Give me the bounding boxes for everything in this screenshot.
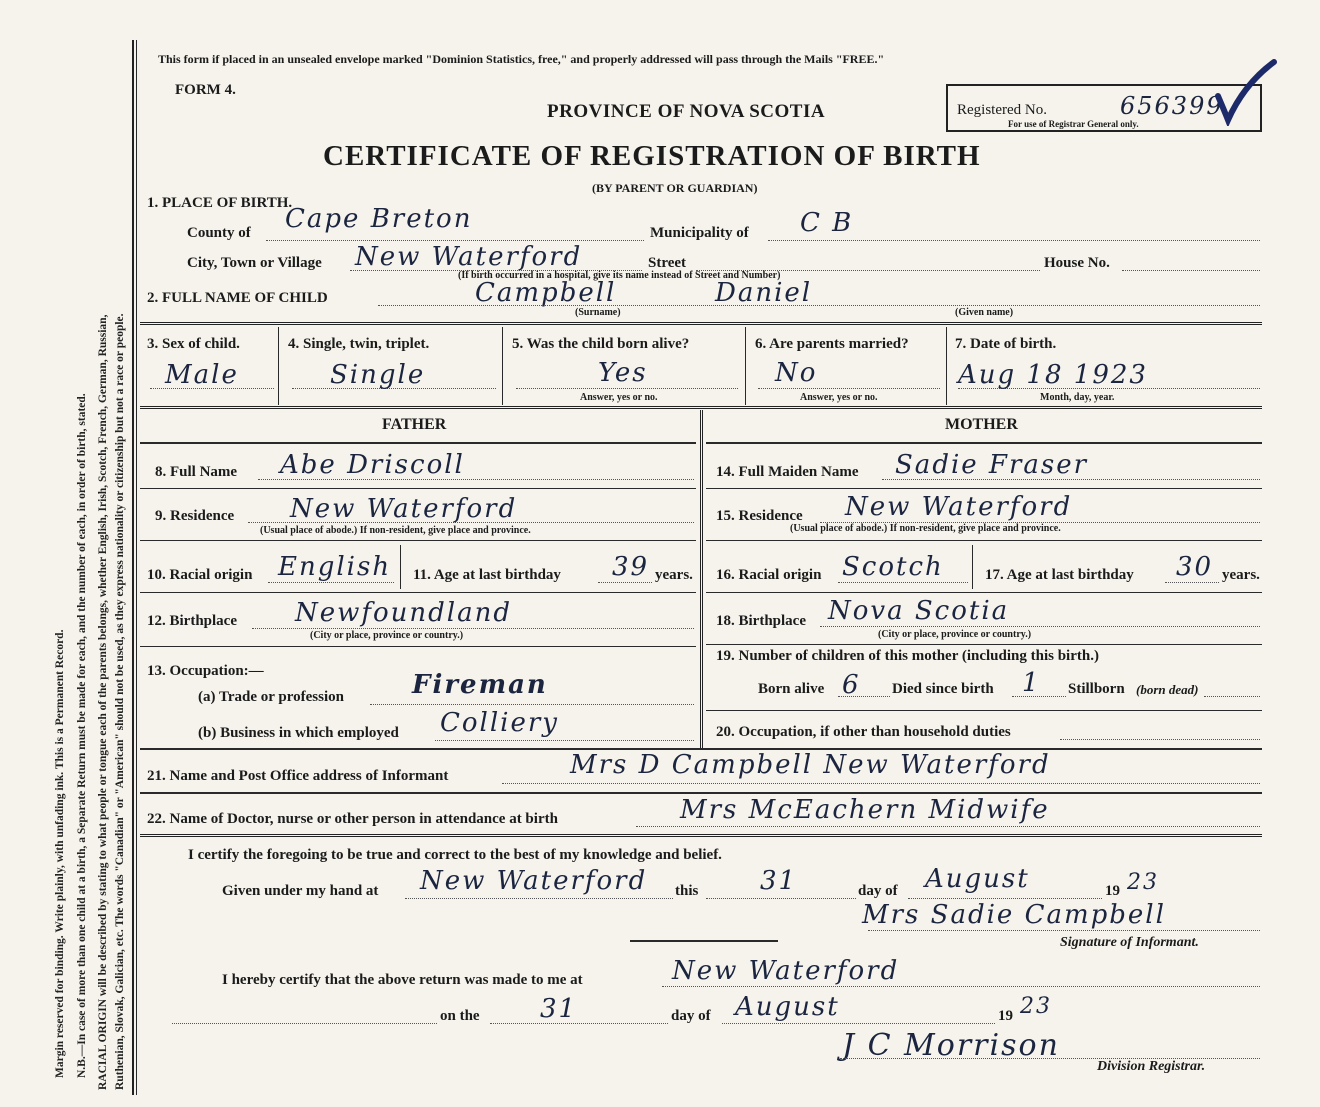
father-residence-caption: (Usual place of abode.) If non-resident, give place and province.: [260, 525, 531, 536]
father-birthplace-value: Newfoundland: [295, 598, 513, 628]
certificate-title: CERTIFICATE OF REGISTRATION OF BIRTH: [323, 140, 981, 172]
parents-married-label: 6. Are parents married?: [755, 336, 909, 352]
died-since-birth-value: 1: [1022, 668, 1041, 698]
given-place-value: New Waterford: [420, 866, 648, 896]
informant-value: Mrs D Campbell New Waterford: [570, 750, 1051, 780]
mother-birthplace-value: Nova Scotia: [828, 596, 1010, 626]
trade-value: Fireman: [412, 670, 548, 700]
municipality-label: Municipality of: [650, 225, 749, 241]
place-of-birth-label: 1. PLACE OF BIRTH.: [147, 195, 293, 211]
mother-racial-value: Scotch: [842, 552, 944, 582]
stillborn-note: (born dead): [1136, 682, 1199, 697]
day-of-label: day of: [858, 883, 898, 899]
registrar-year-suffix: 23: [1020, 994, 1052, 1019]
mother-birthplace-label: 18. Birthplace: [716, 613, 806, 629]
province-title: PROVINCE OF NOVA SCOTIA: [547, 101, 826, 122]
father-name-label: 8. Full Name: [155, 464, 238, 480]
year-prefix: 19: [1105, 883, 1120, 899]
registrar-statement: I hereby certify that the above return was made to me at: [222, 972, 583, 988]
date-of-birth-caption: Month, day, year.: [1040, 392, 1115, 403]
trade-label: (a) Trade or profession: [198, 689, 344, 705]
registrar-day-of-label: day of: [671, 1008, 711, 1024]
mother-residence-caption: (Usual place of abode.) If non-resident, give place and province.: [790, 523, 1061, 534]
mother-name-value: Sadie Fraser: [895, 450, 1089, 480]
margin-rule-inner: [136, 40, 137, 1095]
born-alive-count-value: 6: [842, 670, 861, 700]
date-of-birth-label: 7. Date of birth.: [955, 336, 1057, 352]
county-value: Cape Breton: [285, 204, 473, 234]
died-since-birth-label: Died since birth: [892, 681, 994, 697]
mail-notice: This form if placed in an unsealed envelope marked "Dominion Statistics, free," and properly addressed will pass through the Mails "FREE.": [158, 52, 885, 66]
father-birthplace-label: 12. Birthplace: [147, 613, 237, 629]
registrar-place-value: New Waterford: [672, 956, 900, 986]
father-age-unit: years.: [655, 567, 693, 583]
mother-residence-value: New Waterford: [845, 492, 1073, 522]
born-alive-value: Yes: [598, 358, 648, 388]
stillborn-label: Stillborn: [1068, 681, 1125, 697]
on-the-label: on the: [440, 1008, 480, 1024]
mother-age-value: 30: [1176, 552, 1214, 582]
child-given-value: Daniel: [715, 278, 813, 308]
city-label: City, Town or Village: [187, 255, 322, 271]
mother-age-label: 17. Age at last birthday: [985, 567, 1134, 583]
form-number: FORM 4.: [175, 82, 236, 98]
child-name-label: 2. FULL NAME OF CHILD: [147, 290, 328, 306]
margin-nb-note: N.B.—In case of more than one child at a birth, a Separate Return must be made for each, and the number of each, in order of birth, stated.: [76, 393, 88, 1078]
mother-heading: MOTHER: [945, 416, 1018, 433]
child-surname-value: Campbell: [475, 278, 617, 308]
sex-value: Male: [165, 360, 239, 390]
registrar-day-value: 31: [540, 994, 578, 1024]
street-label: Street: [648, 255, 687, 271]
given-name-caption: (Given name): [955, 307, 1014, 318]
born-alive-count-label: Born alive: [758, 681, 825, 697]
city-value: New Waterford: [355, 242, 583, 272]
plurality-value: Single: [330, 360, 426, 390]
surname-caption: (Surname): [575, 307, 621, 318]
registrar-signature: J C Morrison: [842, 1028, 1060, 1063]
registrar-caption: Division Registrar.: [1097, 1059, 1206, 1074]
this-label: this: [675, 883, 699, 899]
informant-label: 21. Name and Post Office address of Informant: [147, 768, 449, 784]
mother-name-label: 14. Full Maiden Name: [716, 464, 859, 480]
parents-married-caption: Answer, yes or no.: [800, 392, 878, 403]
margin-binding-note: Margin reserved for binding. Write plainly, with unfading ink. This is a Permanent Record.: [54, 629, 66, 1078]
year-suffix: 23: [1127, 870, 1159, 895]
county-label: County of: [187, 225, 251, 241]
mother-racial-label: 16. Racial origin: [716, 567, 822, 583]
sex-label: 3. Sex of child.: [147, 336, 240, 352]
mother-age-unit: years.: [1222, 567, 1260, 583]
informant-signature: Mrs Sadie Campbell: [862, 900, 1166, 930]
day-value: 31: [760, 866, 798, 896]
father-birthplace-caption: (City or place, province or country.): [310, 630, 464, 641]
business-label: (b) Business in which employed: [198, 725, 399, 741]
check-mark-icon: [1210, 56, 1280, 126]
mother-occupation-label: 20. Occupation, if other than household duties: [716, 724, 1011, 740]
certificate-subtitle: (BY PARENT OR GUARDIAN): [592, 181, 758, 195]
father-residence-label: 9. Residence: [155, 508, 235, 524]
registered-value: 656399: [1120, 92, 1224, 120]
father-residence-value: New Waterford: [290, 494, 518, 524]
business-value: Colliery: [440, 708, 559, 738]
informant-signature-caption: Signature of Informant.: [1060, 935, 1199, 950]
registrar-year-prefix: 19: [998, 1008, 1013, 1024]
born-alive-label: 5. Was the child born alive?: [512, 336, 690, 352]
father-age-value: 39: [612, 552, 650, 582]
hospital-note: (If birth occurred in a hospital, give its name instead of Street and Number): [458, 270, 781, 281]
margin-racial-note: RACIAL ORIGIN will be described by stating to what people or tongue each of the parents belongs, whether English, Irish, Scotch, French, German, Russian,: [97, 314, 109, 1090]
month-value: August: [925, 864, 1030, 894]
father-occupation-label: 13. Occupation:—: [147, 663, 264, 679]
children-count-label: 19. Number of children of this mother (including this birth.): [716, 648, 1099, 664]
registrar-note: For use of Registrar General only.: [1008, 119, 1139, 129]
margin-racial-note-2: Ruthenian, Slovak, Galician, etc. The words "Canadian" or "American" should not be used, as they express nationality or citizenship but not a race or people.: [114, 313, 126, 1090]
father-name-value: Abe Driscoll: [280, 450, 465, 480]
born-alive-caption: Answer, yes or no.: [580, 392, 658, 403]
parents-married-value: No: [775, 358, 818, 388]
registered-label: Registered No.: [957, 102, 1047, 118]
mother-residence-label: 15. Residence: [716, 508, 803, 524]
margin-rule: [132, 40, 134, 1095]
date-of-birth-value: Aug 18 1923: [958, 360, 1148, 390]
father-heading: FATHER: [382, 416, 447, 433]
father-racial-label: 10. Racial origin: [147, 567, 253, 583]
municipality-value: C B: [800, 208, 854, 238]
doctor-label: 22. Name of Doctor, nurse or other person in attendance at birth: [147, 811, 558, 827]
plurality-label: 4. Single, twin, triplet.: [288, 336, 430, 352]
house-no-label: House No.: [1044, 255, 1110, 271]
mother-birthplace-caption: (City or place, province or country.): [878, 629, 1032, 640]
doctor-value: Mrs McEachern Midwife: [680, 795, 1050, 825]
certify-statement: I certify the foregoing to be true and correct to the best of my knowledge and belief.: [188, 847, 722, 863]
registrar-month-value: August: [735, 992, 840, 1022]
given-under-label: Given under my hand at: [222, 883, 379, 899]
father-racial-value: English: [278, 552, 392, 582]
father-age-label: 11. Age at last birthday: [413, 567, 561, 583]
